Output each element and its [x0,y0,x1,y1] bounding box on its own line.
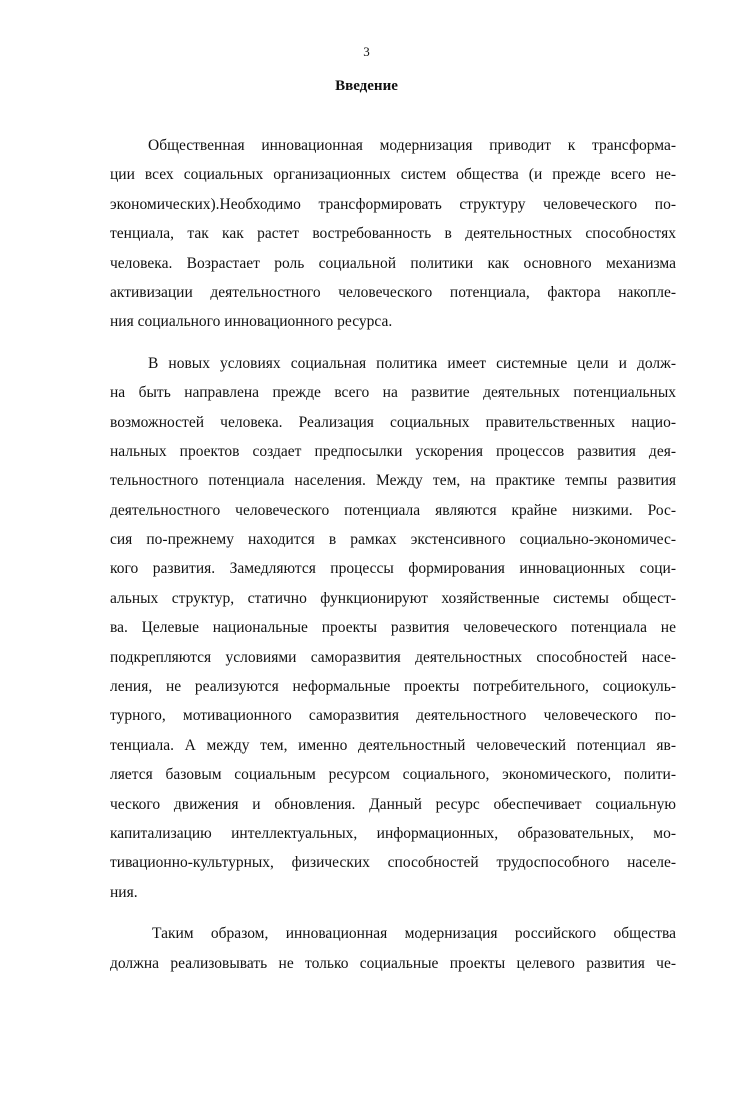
paragraph-2 [110,349,676,907]
text-line: тельностного потенциала населения. Между тем, на практике темпы развития [110,472,676,490]
text-line: ния. [110,883,138,901]
text-line: Таким образом, инновационная модернизация российского общества [152,925,676,943]
text-line: активизации деятельностного человеческого потенциала, фактора накопле- [110,283,676,301]
text-line: возможностей человека. Реализация социальных правительственных нацио- [110,413,676,431]
text-line: капитализацию интеллектуальных, информационных, образовательных, мо- [110,824,676,842]
text-line: экономических).Необходимо трансформировать структуру человеческого по- [110,195,676,213]
text-line: ления, не реализуются неформальные проекты потребительного, социокуль- [110,678,676,696]
text-line: ческого движения и обновления. Данный ресурс обеспечивает социальную [110,795,676,813]
text-line: В новых условиях социальная политика имеет системные цели и долж- [148,354,676,372]
text-line: Общественная инновационная модернизация приводит к трансформа- [148,137,676,154]
text-line: должна реализовывать не только социальные проекты целевого развития че- [110,954,676,972]
text-line: ции всех социальных организационных систем общества (и прежде всего не- [110,166,676,184]
text-line: ния социального инновационного ресурса. [110,313,393,331]
text-line: тенциала. А между тем, именно деятельностный человеческий потенциал яв- [110,736,676,754]
text-line: сия по-прежнему находится в рамках экстенсивного социально-экономичес- [110,531,676,549]
text-line: турного, мотивационного саморазвития деятельностного человеческого по- [110,707,676,725]
text-line: тивационно-культурных, физических способностей трудоспособного населе- [110,854,676,872]
text-line: нальных проектов создает предпосылки ускорения процессов развития дея- [110,442,676,460]
text-line: ва. Целевые национальные проекты развития человеческого потенциала не [110,619,676,637]
text-line: деятельностного человеческого потенциала являются крайне низкими. Рос- [110,501,676,519]
page-number: 3 [363,44,370,59]
text-line: подкрепляются условиями саморазвития деятельностных способностей насе- [110,648,676,666]
document-body [110,131,676,990]
text-line: на быть направлена прежде всего на развитие деятельных потенциальных [110,384,676,402]
text-line: ляется базовым социальным ресурсом социального, экономического, полити- [110,766,676,784]
text-line: альных структур, статично функционируют хозяйственные системы общест- [110,589,676,607]
text-line: человека. Возрастает роль социальной политики как основного механизма [110,254,676,272]
paragraph-3 [110,919,676,978]
text-line: кого развития. Замедляются процессы формирования инновационных соци- [110,560,676,578]
text-line: тенциала, так как растет востребованность в деятельностных способностях [110,225,676,243]
paragraph-1 [110,131,676,337]
section-heading: Введение [335,78,398,94]
